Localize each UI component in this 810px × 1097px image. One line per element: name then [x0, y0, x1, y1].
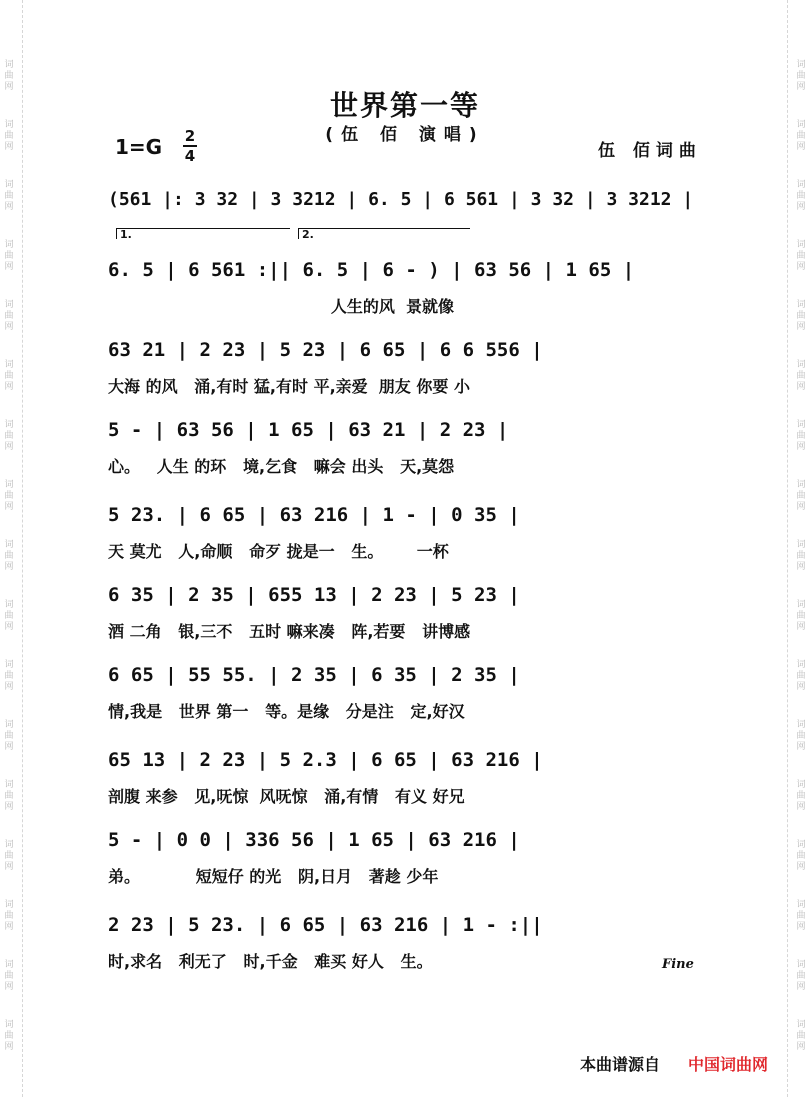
watermark-mark: 词曲网 — [4, 720, 14, 752]
lyrics-line: 人生的风 景就像 — [108, 297, 454, 316]
watermark-mark: 词曲网 — [4, 600, 14, 632]
score-system — [108, 575, 698, 655]
watermark-mark: 词曲网 — [796, 900, 806, 932]
score-system — [108, 655, 698, 735]
watermark-mark: 词曲网 — [4, 1020, 14, 1052]
left-margin-line — [22, 0, 23, 1097]
watermark-mark: 词曲网 — [4, 420, 14, 452]
score-system — [108, 250, 698, 330]
time-signature-top: 2 — [184, 127, 196, 145]
watermark-mark: 词曲网 — [796, 480, 806, 512]
footer-source-label: 本曲谱源自 — [580, 1055, 661, 1074]
watermark-mark: 词曲网 — [796, 60, 806, 92]
watermark-mark: 词曲网 — [4, 960, 14, 992]
lyrics-line: 酒 二角 银,三不 五时 嘛来凑 阵,若要 讲博感 — [108, 622, 471, 641]
notation-line: 65 13 | 2 23 | 5 2.3 | 6 65 | 63 216 | — [108, 749, 543, 771]
watermark-mark: 词曲网 — [796, 420, 806, 452]
lyrics-line: 时,求名 利无了 时,千金 难买 好人 生。 — [108, 952, 433, 971]
watermark-mark: 词曲网 — [4, 180, 14, 212]
watermark-mark: 词曲网 — [796, 120, 806, 152]
notation-line: 6 65 | 55 55. | 2 35 | 6 35 | 2 35 | — [108, 664, 520, 686]
right-watermark-strip — [794, 0, 808, 1097]
watermark-mark: 词曲网 — [4, 60, 14, 92]
watermark-mark: 词曲网 — [796, 240, 806, 272]
lyrics-line: 弟。 短短仔 的光 阴,日月 著趁 少年 — [108, 867, 439, 886]
footer-site-link[interactable]: 中国词曲网 — [688, 1055, 769, 1074]
lyrics-line: 情,我是 世界 第一 等。是缘 分是注 定,好汉 — [108, 702, 465, 721]
watermark-mark: 词曲网 — [4, 300, 14, 332]
score-system — [108, 180, 698, 260]
watermark-mark: 词曲网 — [796, 960, 806, 992]
score-system — [108, 740, 698, 820]
notation-line: 5 23. | 6 65 | 63 216 | 1 - | 0 35 | — [108, 504, 520, 526]
watermark-mark: 词曲网 — [796, 540, 806, 572]
watermark-mark: 词曲网 — [4, 660, 14, 692]
notation-line: (561 |: 3 32 | 3 3212 | 6. 5 | 6 561 | 3 32 | 3 3212 | — [108, 189, 694, 210]
watermark-mark: 词曲网 — [4, 480, 14, 512]
time-signature-bottom: 4 — [184, 147, 196, 165]
watermark-mark: 词曲网 — [796, 720, 806, 752]
notation-line: 6. 5 | 6 561 :|| 6. 5 | 6 - ) | 63 56 | 1 65 | — [108, 259, 635, 281]
right-margin-line — [787, 0, 788, 1097]
score-system — [108, 330, 698, 410]
score-system — [108, 495, 698, 575]
song-subtitle: (伍 佰 演唱) — [325, 125, 485, 145]
watermark-mark: 词曲网 — [4, 780, 14, 812]
watermark-mark: 词曲网 — [4, 900, 14, 932]
score-system — [108, 410, 698, 490]
watermark-mark: 词曲网 — [796, 660, 806, 692]
watermark-mark: 词曲网 — [796, 300, 806, 332]
score-system — [108, 905, 698, 985]
lyrics-line: 天 莫尤 人,命顺 命歹 拢是一 生。 一杯 — [108, 542, 449, 561]
watermark-mark: 词曲网 — [4, 540, 14, 572]
watermark-mark: 词曲网 — [4, 840, 14, 872]
watermark-mark: 词曲网 — [4, 120, 14, 152]
watermark-mark: 词曲网 — [796, 780, 806, 812]
watermark-mark: 词曲网 — [796, 360, 806, 392]
watermark-mark: 词曲网 — [796, 1020, 806, 1052]
volta-first-ending: 1. — [116, 228, 290, 239]
fine-marking: Fine — [662, 957, 694, 972]
watermark-mark: 词曲网 — [4, 360, 14, 392]
watermark-mark: 词曲网 — [796, 840, 806, 872]
lyrics-line: 大海 的风 涌,有时 猛,有时 平,亲爱 朋友 你要 小 — [108, 377, 470, 396]
notation-line: 63 21 | 2 23 | 5 23 | 6 65 | 6 6 556 | — [108, 339, 543, 361]
time-signature — [183, 128, 197, 164]
lyrics-line: 剖腹 来参 见,呒惊 风呒惊 涌,有情 有义 好兄 — [108, 787, 465, 806]
watermark-mark: 词曲网 — [796, 600, 806, 632]
key-signature: 1=G — [115, 135, 163, 159]
notation-line: 5 - | 63 56 | 1 65 | 63 21 | 2 23 | — [108, 419, 509, 441]
left-watermark-strip — [2, 0, 16, 1097]
lyrics-line: 心。 人生 的环 境,乞食 嘛会 出头 天,莫怨 — [108, 457, 455, 476]
watermark-mark: 词曲网 — [796, 180, 806, 212]
watermark-mark: 词曲网 — [4, 240, 14, 272]
score-system — [108, 820, 698, 900]
author-credit: 伍 佰词曲 — [598, 141, 702, 161]
notation-line: 2 23 | 5 23. | 6 65 | 63 216 | 1 - :|| — [108, 914, 543, 936]
song-title: 世界第一等 — [329, 89, 480, 122]
notation-line: 5 - | 0 0 | 336 56 | 1 65 | 63 216 | — [108, 829, 520, 851]
notation-line: 6 35 | 2 35 | 655 13 | 2 23 | 5 23 | — [108, 584, 520, 606]
volta-second-ending: 2. — [298, 228, 470, 239]
